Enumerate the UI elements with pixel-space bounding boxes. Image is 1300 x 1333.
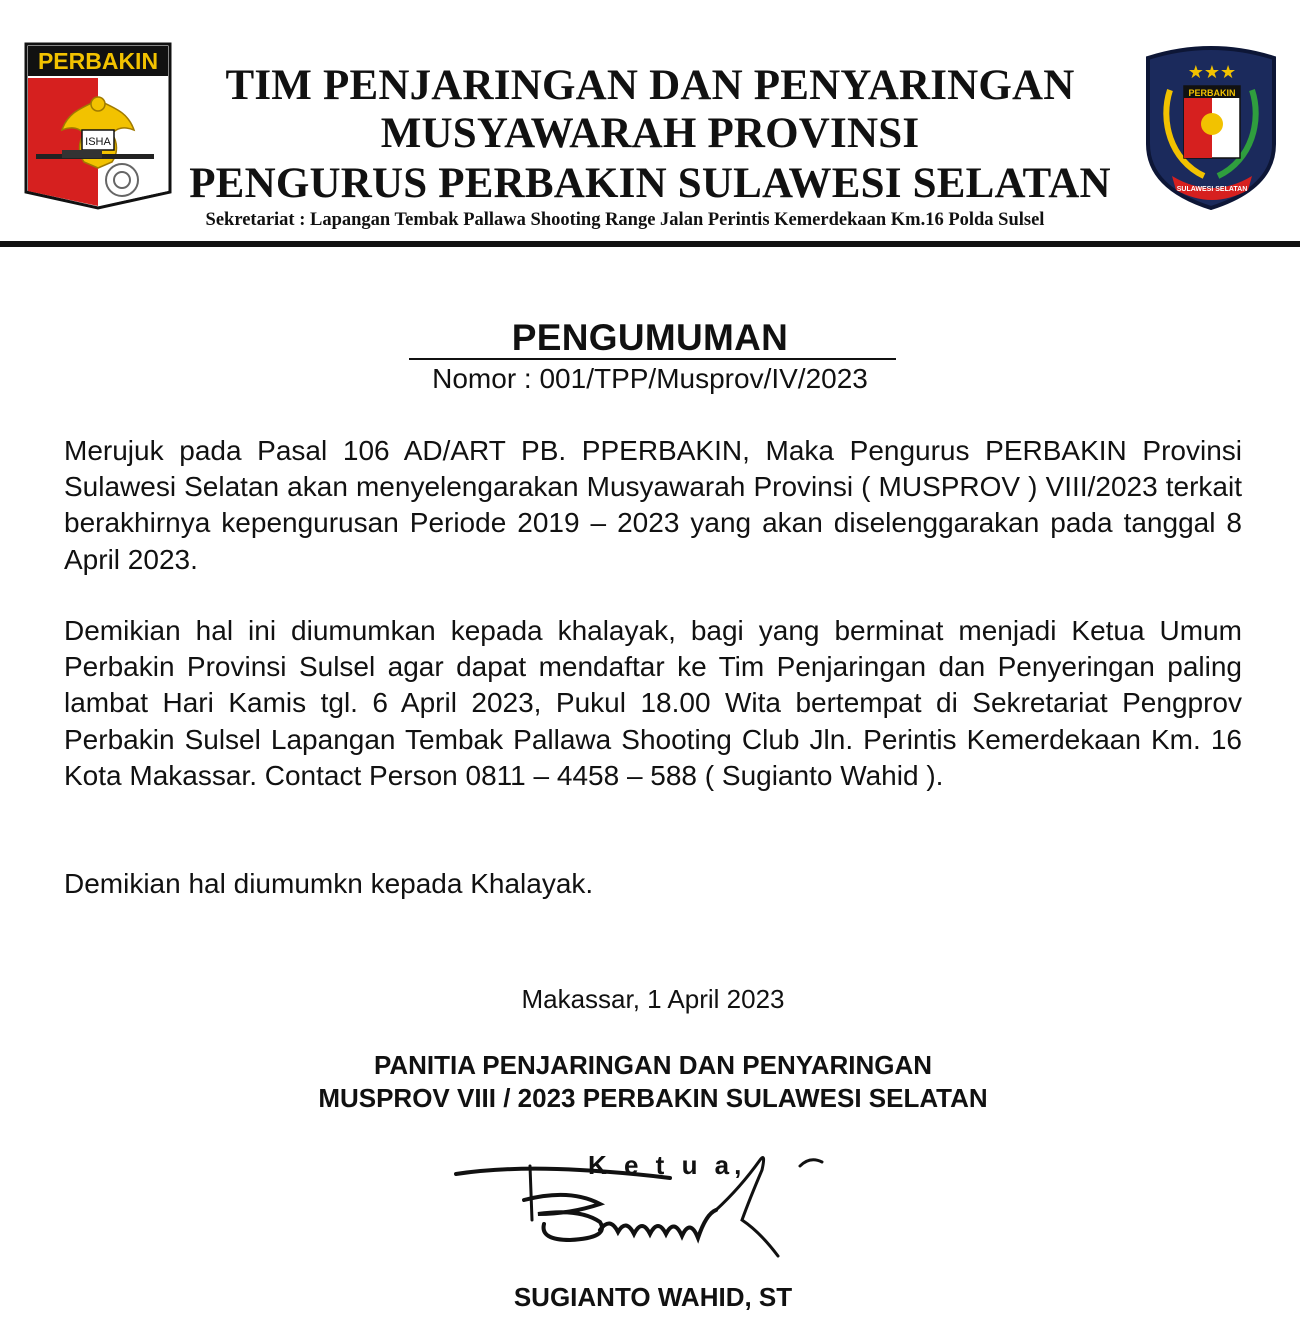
emblem-text: PERBAKIN (1188, 88, 1236, 98)
document-title: PENGUMUMAN (511, 317, 789, 358)
document-number: Nomor : 001/TPP/Musprov/IV/2023 (432, 363, 868, 394)
secretariat-address: Sekretariat : Lapangan Tembak Pallawa Shooting Range Jalan Perintis Kemerdekaan Km.16 Polda Sulsel (205, 210, 1045, 230)
signer-name: SUGIANTO WAHID, ST (513, 1282, 793, 1312)
letterhead-line-2: MUSYAWARAH PROVINSI (380, 110, 920, 157)
svg-text:★★★: ★★★ (1187, 62, 1237, 83)
title-underline (409, 358, 896, 360)
perbakin-sulsel-emblem-right (1140, 40, 1282, 210)
letterhead-divider (0, 241, 1300, 247)
paragraph-3: Demikian hal diumumkn kepada Khalayak. (64, 868, 594, 899)
committee-line-2: MUSPROV VIII / 2023 PERBAKIN SULAWESI SELATAN (318, 1083, 988, 1113)
paragraph-1: Merujuk pada Pasal 106 AD/ART PB. PPERBAKIN, Maka Pengurus PERBAKIN Provinsi Sulawesi Selatan akan menyelengarakan Musyawarah Provinsi ( MUSPROV ) VIII/2023 terkait berakhirnya kepengurusan Periode 2019 – 2023 yang akan diselenggarakan pada tanggal 8 April 2023. (64, 435, 1242, 575)
letterhead-line-1: TIM PENJARINGAN DAN PENYARINGAN (225, 62, 1075, 109)
committee-line-1: PANITIA PENJARINGAN DAN PENYARINGAN (373, 1050, 933, 1080)
logo-left-text: PERBAKIN (37, 48, 159, 74)
emblem-ribbon-text: SULAWESI SELATAN (1176, 186, 1248, 193)
letterhead-line-3: PENGURUS PERBAKIN SULAWESI SELATAN (189, 160, 1111, 207)
place-date: Makassar, 1 April 2023 (521, 984, 785, 1014)
paragraph-2: Demikian hal ini diumumkan kepada khalayak, bagi yang berminat menjadi Ketua Umum Perbakin Provinsi Sulsel agar dapat mendaftar ke Tim Penjaringan dan Penyeringan paling lambat Hari Kamis tgl. 6 April 2023, Pukul 18.00 Wita bertempat di Sekretariat Pengprov Perbakin Sulsel Lapangan Tembak Pallawa Shooting Club Jln. Perintis Kemerdekaan Km. 16 Kota Makassar. Contact Person 0811 – 4458 – 588 ( Sugianto Wahid ). (64, 615, 1242, 791)
position-title: K e t u a, (588, 1150, 747, 1180)
logo-left-inner-text: ISHA (85, 136, 111, 148)
